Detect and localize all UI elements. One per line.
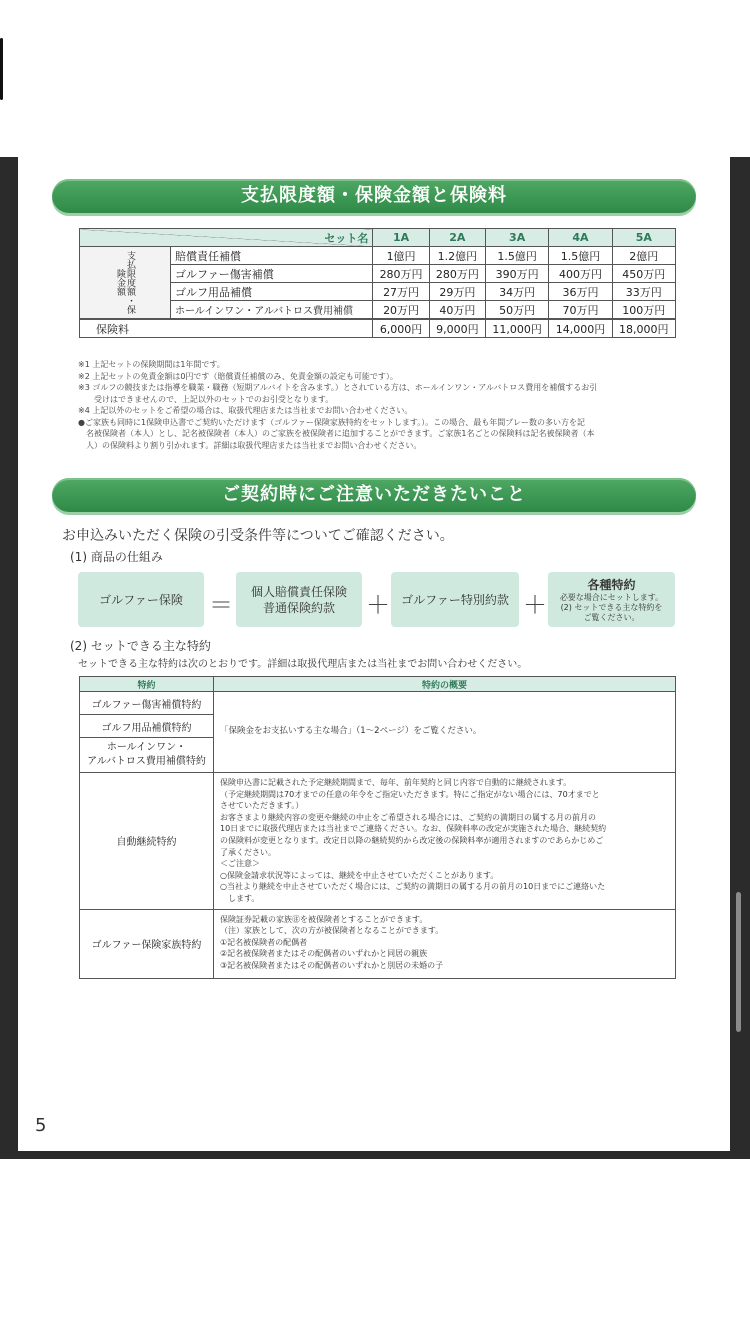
premium-cell: 9,000円 — [429, 319, 485, 338]
premium-label: 保険料 — [80, 319, 373, 338]
header-rider: 特約 — [80, 677, 214, 692]
formula-box-liability: 個人賠償責任保険 普通保険約款 — [236, 572, 362, 627]
footnote: ※1 上記セットの保険期間は1年間です。 — [78, 360, 225, 369]
set-header: 1A — [373, 229, 429, 247]
row-label: ゴルファー傷害補償 — [171, 265, 373, 283]
scrollbar-thumb[interactable] — [736, 892, 741, 1032]
rider-name: ゴルファー保険家族特約 — [80, 909, 214, 978]
section-title-notices: ご契約時にご注意いただきたいこと — [52, 478, 696, 512]
table-cell: 33万円 — [612, 283, 675, 301]
table-cell: 1億円 — [373, 247, 429, 265]
table-cell: 100万円 — [612, 301, 675, 320]
formula-box-riders: 各種特約 必要な場合にセットします。 (2) セットできる主な特約を ご覧ください。 — [548, 572, 675, 627]
intro-text: お申込みいただく保険の引受条件等についてご確認ください。 — [62, 528, 454, 544]
back-edge-handle[interactable] — [0, 38, 3, 100]
table-cell: 450万円 — [612, 265, 675, 283]
plus-sign: ＋ — [523, 591, 547, 619]
section-title-limits: 支払限度額・保険金額と保険料 — [52, 179, 696, 213]
rider-summary: 保険申込書に記載された予定継続期間まで、毎年、前年契約と同じ内容で自動的に継続されます。 （予定継続期間は70才までの任意の年令をご指定いただきます。特にご指定がない場合には、70才までと させていただきます。） お客さまより継続内容の変更や継続の中止をご希望される場合には、ご契約の満期日の属する月の前月の 10日までに取扱代理店または当社までご連絡ください。なお、保険料率の改定が実施された場合、継続契約 の保険料が変更となります。改定日以降の継続契約から改定後の保険料率が適用されますのであらかじめご 了承ください。 ＜ご注意＞ ○保険金請求状況等によっては、継続を中止させていただくことがあります。 ○当社より継続を中止させていただく場合には、ご契約の満期日の属する月の前月の10日までにご連絡いた します。 — [214, 773, 676, 910]
table-cell: 27万円 — [373, 283, 429, 301]
table-corner: セット名 — [80, 229, 373, 247]
table-cell: 1.5億円 — [549, 247, 612, 265]
header-summary: 特約の概要 — [214, 677, 676, 692]
table-cell: 2億円 — [612, 247, 675, 265]
rider-name: 自動継続特約 — [80, 773, 214, 910]
footnote: 人）の保険料より割り引かれます。詳細は取扱代理店または当社までお問い合わせください。 — [78, 440, 422, 450]
table-cell: 36万円 — [549, 283, 612, 301]
premium-cell: 11,000円 — [485, 319, 548, 338]
row-label: ゴルフ用品補償 — [171, 283, 373, 301]
document-viewer[interactable] — [0, 157, 750, 1159]
table-cell: 280万円 — [429, 265, 485, 283]
rider-name: ゴルフ用品補償特約 — [80, 715, 214, 738]
table-cell: 70万円 — [549, 301, 612, 320]
equals-sign: ＝ — [209, 591, 233, 619]
rider-summary: 「保険金をお支払いする主な場合」（1〜2ページ）をご覧ください。 — [214, 692, 676, 773]
set-header: 3A — [485, 229, 548, 247]
plus-sign: ＋ — [366, 591, 390, 619]
document-page — [18, 157, 730, 1151]
premium-cell: 18,000円 — [612, 319, 675, 338]
row-label: 賠償責任補償 — [171, 247, 373, 265]
page-number: 5 — [35, 1115, 47, 1136]
table-cell: 29万円 — [429, 283, 485, 301]
formula-box-golfer: ゴルファー保険 — [78, 572, 204, 627]
footnote: ※2 上記セットの免責金額は0円です（賠償責任補償のみ、免責金額の設定も可能です）。 — [78, 371, 398, 381]
footnote: 名被保険者（本人）とし、記名被保険者（本人）のご家族を被保険者に追加することができます。ご家族1名ごとの保険料は記名被保険者（本 — [78, 429, 595, 438]
riders-table — [79, 676, 676, 979]
rider-summary: 保険証券記載の家族㊟を被保険者とすることができます。 （注）家族として、次の方が被保険者となることができます。 ①記名被保険者の配偶者 ②記名被保険者またはその配偶者のいずれかと同居の親族 ③記名被保険者またはその配偶者のいずれかと別居の未婚の子 — [214, 909, 676, 978]
table-cell: 390万円 — [485, 265, 548, 283]
formula-box-special: ゴルファー特別約款 — [391, 572, 519, 627]
table-cell: 50万円 — [485, 301, 548, 320]
subheading-riders: (2) セットできる主な特約 — [70, 639, 211, 653]
rider-name: ゴルファー傷害補償特約 — [80, 692, 214, 715]
riders-description: セットできる主な特約は次のとおりです。詳細は取扱代理店または当社までお問い合わせください。 — [78, 659, 528, 670]
table-cell: 40万円 — [429, 301, 485, 320]
subheading-structure: (1) 商品の仕組み — [70, 550, 163, 564]
row-label: ホールインワン・アルバトロス費用補償 — [171, 301, 373, 320]
table-cell: 400万円 — [549, 265, 612, 283]
footnote: 受けはできませんので、上記以外のセットでのお引受となります。 — [78, 394, 334, 404]
table-cell: 1.2億円 — [429, 247, 485, 265]
premium-cell: 6,000円 — [373, 319, 429, 338]
footnotes — [78, 359, 678, 451]
rider-name: ホールインワン・ アルバトロス費用補償特約 — [80, 738, 214, 773]
set-header: 5A — [612, 229, 675, 247]
footnote: ※4 上記以外のセットをご希望の場合は、取扱代理店または当社までお問い合わせください。 — [78, 406, 413, 415]
table-cell: 20万円 — [373, 301, 429, 320]
footnote: ●ご家族も同時に1保険申込書でご契約いただけます（ゴルファー保険家族特約をセットします。）。この場合、最も年間プレー数の多い方を記 — [78, 417, 585, 427]
side-label: 支払限度額・保険金額 — [80, 247, 171, 320]
table-cell: 1.5億円 — [485, 247, 548, 265]
app-top-bar — [0, 0, 750, 157]
table-cell: 280万円 — [373, 265, 429, 283]
set-header: 4A — [549, 229, 612, 247]
table-cell: 34万円 — [485, 283, 548, 301]
premium-cell: 14,000円 — [549, 319, 612, 338]
footnote: ※3 ゴルフの競技または指導を職業・職務（短期アルバイトを含みます。）とされている方は、ホールインワン・アルバトロス費用を補償するお引 — [78, 383, 598, 392]
coverage-table — [79, 228, 676, 338]
set-header: 2A — [429, 229, 485, 247]
